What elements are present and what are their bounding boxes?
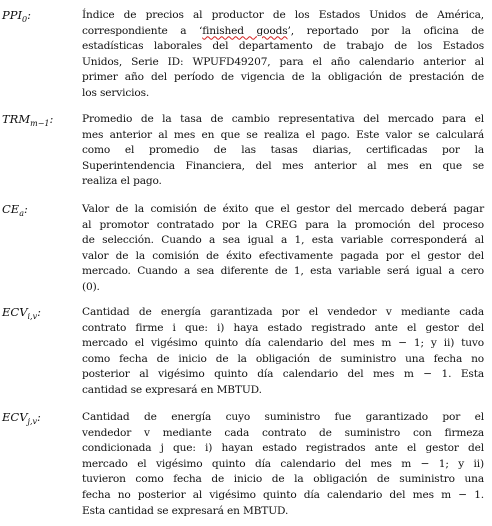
symbol-main: TRM [2,112,31,126]
symbol-colon: : [23,202,28,216]
definition-text [82,112,484,190]
text-line: Esta cantidad se expresará en MBTUD. [82,504,289,517]
symbol-subscript: 0 [22,15,28,24]
text-line: correspondiente a ‘finished goods’, reportado por la oficina de [82,24,484,37]
definition-text [82,202,484,296]
text-line: mercado el vigésimo quinto día calendario del mes m − 1; y ii) [82,457,484,470]
text-line: Superintendencia Financiera, del mes anterior al mes en que se [82,159,484,172]
text-line: Promedio de la tasa de cambio representativa del mercado para el [82,113,484,125]
symbol-colon: : [49,112,54,126]
text-line: Cantidad de energía garantizada por el vendedor v mediante cada [82,306,484,318]
text-line: mercado el vigésimo quinto día calendario del mes m − 1; y ii) tuvo [82,337,484,350]
symbol-subscript: a [19,209,24,218]
text-line: como fecha de inicio de la obligación de suministro una fecha no [82,352,484,365]
text-line: valor de la comisión de éxito efectivamente pagada por el gestor del [82,249,484,262]
symbol-colon: : [27,8,31,22]
definition-text [82,8,484,102]
symbol-subscript: m−1 [30,119,50,128]
symbol-colon: : [37,305,41,319]
text-line: estadísticas laborales del departamento de trabajo de los Estados [82,40,484,53]
text-line: Valor de la comisión de éxito que el gestor del mercado deberá pagar [82,203,484,215]
symbol-subscript: i,v [27,312,38,321]
definition-text [82,410,484,519]
symbol-main: ECV [2,305,28,319]
symbol-main: PPI [2,8,23,22]
text-line: Cantidad de energía cuyo suministro fue garantizado por el [82,411,484,423]
text-line: condicionada j que: i) hayan estado registrados ante el gestor del [82,442,484,455]
symbol-main: ECV [2,410,28,424]
symbol-colon: : [37,410,41,424]
text-line: mercado. Cuando a sea diferente de 1, esta variable será igual a cero [82,265,484,278]
text-line: los servicios. [82,86,150,99]
symbol-ce [2,202,82,218]
symbol-ppi0 [2,8,82,24]
symbol-trm [2,112,82,128]
text-line: cantidad se expresará en MBTUD. [82,383,262,396]
symbol-ecv-iv [2,305,82,321]
text-line: tuvieron como fecha de inicio de la obligación de suministro una [82,473,484,486]
text-line: (0). [82,280,100,293]
symbol-ecv-jv [2,410,82,426]
symbol-main: CE [2,202,20,216]
text-line: posterior al vigésimo quinto día calendario del mes m − 1. Esta [82,368,484,381]
text-line: Unidos, Serie ID: WPUFD49207, para el año calendario anterior al [82,55,484,68]
text-line: Índice de precios al productor de los Estados Unidos de América, [82,9,484,21]
text-line: como el promedio de las tasas diarias, certificadas por la [82,144,484,157]
text-line: fecha no posterior al vigésimo quinto día calendario del mes m − 1. [82,488,484,501]
symbol-subscript: j,v [27,417,38,426]
text-line: vendedor v mediante cada contrato de suministro con firmeza [82,426,484,439]
text-line: primer año del período de vigencia de la obligación de prestación de [82,71,484,84]
text-line: al promotor contratado por la CREG para la promoción del proceso [82,218,484,231]
definition-text [82,305,484,399]
text-line: contrato firme i que: i) haya estado registrado ante el gestor del [82,321,484,334]
text-line: mes anterior al mes en que se realiza el pago. Este valor se calculará [82,128,484,141]
text-line: de selección. Cuando a sea igual a 1, esta variable corresponderá al [82,234,484,247]
text-line: realiza el pago. [82,175,162,188]
